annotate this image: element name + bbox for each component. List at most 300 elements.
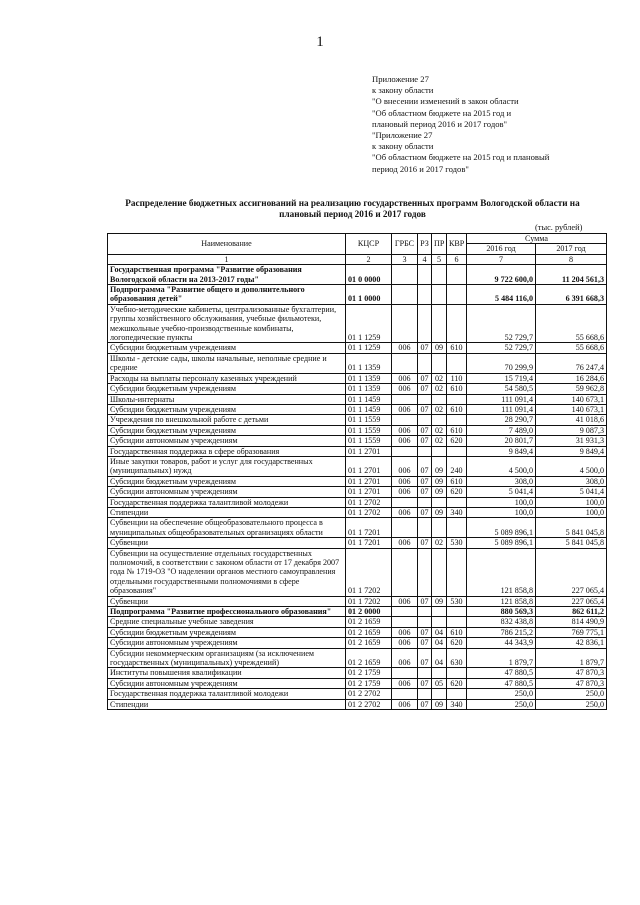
cell-pr	[432, 518, 447, 538]
cell-2017: 76 247,4	[536, 353, 607, 373]
cell-kcsr: 01 1 7202	[346, 548, 392, 596]
cell-name: Субвенции	[108, 596, 346, 606]
cell-pr	[432, 415, 447, 425]
cell-rz	[418, 518, 432, 538]
cell-2016: 308,0	[467, 476, 536, 486]
cell-pr: 09	[432, 507, 447, 517]
cell-grbs: 006	[392, 384, 418, 394]
column-index-cell: 6	[447, 254, 467, 264]
cell-2017: 100,0	[536, 507, 607, 517]
cell-grbs: 006	[392, 456, 418, 476]
cell-kvr	[447, 548, 467, 596]
cell-name: Субсидии бюджетным учреждениям	[108, 425, 346, 435]
cell-grbs	[392, 689, 418, 699]
cell-pr: 02	[432, 436, 447, 446]
cell-kcsr: 01 1 7201	[346, 538, 392, 548]
cell-2016: 44 343,9	[467, 638, 536, 648]
table-row	[108, 456, 607, 476]
cell-2017: 55 668,6	[536, 304, 607, 343]
cell-2016: 250,0	[467, 699, 536, 709]
cell-kvr: 630	[447, 648, 467, 668]
cell-rz	[418, 265, 432, 285]
cell-2017: 59 962,8	[536, 384, 607, 394]
cell-name: Государственная поддержка талантливой молодежи	[108, 689, 346, 699]
cell-2017: 100,0	[536, 497, 607, 507]
appendix-line: "О внесении изменений в закон области	[372, 96, 519, 107]
cell-grbs: 006	[392, 343, 418, 353]
cell-kvr	[447, 607, 467, 617]
cell-2017: 862 611,2	[536, 607, 607, 617]
cell-grbs: 006	[392, 627, 418, 637]
cell-name: Субсидии бюджетным учреждениям	[108, 384, 346, 394]
cell-kcsr: 01 1 2701	[346, 446, 392, 456]
cell-grbs	[392, 265, 418, 285]
cell-kcsr: 01 2 2702	[346, 699, 392, 709]
title-line-2: плановый период 2016 и 2017 годов	[279, 209, 426, 219]
cell-2017: 31 931,3	[536, 436, 607, 446]
cell-grbs	[392, 415, 418, 425]
cell-2016: 1 879,7	[467, 648, 536, 668]
cell-kcsr: 01 1 1459	[346, 394, 392, 404]
cell-2016: 70 299,9	[467, 353, 536, 373]
cell-kvr	[447, 304, 467, 343]
cell-grbs: 006	[392, 436, 418, 446]
cell-name: Учреждения по внешкольной работе с детьми	[108, 415, 346, 425]
cell-2017: 5 841 045,8	[536, 538, 607, 548]
cell-2017: 16 284,6	[536, 373, 607, 383]
table-row	[108, 538, 607, 548]
cell-pr: 09	[432, 456, 447, 476]
appendix-line: "Об областном бюджете на 2015 год и	[372, 107, 512, 118]
cell-kcsr: 01 1 2701	[346, 456, 392, 476]
table-row	[108, 638, 607, 648]
table-row	[108, 507, 607, 517]
table-row	[108, 373, 607, 383]
cell-name: Средние специальные учебные заведения	[108, 617, 346, 627]
cell-name: Субсидии некоммерческим организациям (за исключением государственных (муниципальных) учреждений)	[108, 648, 346, 668]
cell-rz: 07	[418, 507, 432, 517]
cell-rz: 07	[418, 476, 432, 486]
table-row	[108, 415, 607, 425]
cell-pr: 02	[432, 425, 447, 435]
cell-2017: 42 836,1	[536, 638, 607, 648]
cell-kvr	[447, 518, 467, 538]
cell-grbs: 006	[392, 373, 418, 383]
column-index-cell: 4	[418, 254, 432, 264]
cell-kcsr: 01 2 1659	[346, 638, 392, 648]
cell-name: Субсидии автономным учреждениям	[108, 436, 346, 446]
cell-name: Стипендии	[108, 507, 346, 517]
cell-kvr	[447, 415, 467, 425]
cell-rz	[418, 394, 432, 404]
cell-name: Субсидии бюджетным учреждениям	[108, 404, 346, 414]
table-row	[108, 689, 607, 699]
cell-grbs	[392, 285, 418, 305]
header-kcsr: КЦСР	[346, 234, 392, 255]
table-row	[108, 487, 607, 497]
table-row	[108, 384, 607, 394]
cell-name: Школы-интернаты	[108, 394, 346, 404]
cell-kvr: 620	[447, 487, 467, 497]
cell-2016: 100,0	[467, 497, 536, 507]
cell-pr: 09	[432, 699, 447, 709]
cell-rz: 07	[418, 648, 432, 668]
cell-2017: 140 673,1	[536, 394, 607, 404]
cell-rz: 07	[418, 384, 432, 394]
units-label: (тыс. рублей)	[535, 223, 583, 232]
cell-kcsr: 01 1 1459	[346, 404, 392, 414]
cell-grbs	[392, 607, 418, 617]
cell-name: Расходы на выплаты персоналу казенных учреждений	[108, 373, 346, 383]
cell-kcsr: 01 2 1659	[346, 617, 392, 627]
cell-rz: 07	[418, 699, 432, 709]
cell-pr	[432, 285, 447, 305]
column-index-cell: 2	[346, 254, 392, 264]
header-kvr: КВР	[447, 234, 467, 255]
cell-2017: 47 870,3	[536, 678, 607, 688]
cell-pr: 02	[432, 538, 447, 548]
cell-kcsr: 01 1 1559	[346, 415, 392, 425]
cell-kvr: 620	[447, 678, 467, 688]
cell-kvr: 620	[447, 436, 467, 446]
cell-grbs	[392, 394, 418, 404]
cell-2016: 9 849,4	[467, 446, 536, 456]
cell-name: Субвенции на обеспечение общеобразовательного процесса в муниципальных общеобразовательных организациях области	[108, 518, 346, 538]
table-row	[108, 548, 607, 596]
cell-kvr: 610	[447, 384, 467, 394]
appendix-line: период 2016 и 2017 годов"	[372, 163, 469, 174]
cell-grbs: 006	[392, 425, 418, 435]
cell-pr	[432, 394, 447, 404]
cell-name: Подпрограмма "Развитие общего и дополнительного образования детей"	[108, 285, 346, 305]
table-row	[108, 699, 607, 709]
table-row	[108, 343, 607, 353]
cell-2017: 308,0	[536, 476, 607, 486]
cell-2017: 9 849,4	[536, 446, 607, 456]
cell-name: Учебно-методические кабинеты, централизованные бухгалтерии, группы хозяйственного обслуживания, учебные фильмотеки, межшкольные учебно-производственные комбинаты, логопедические пункты	[108, 304, 346, 343]
appendix-line: "Приложение 27	[372, 130, 433, 141]
cell-grbs	[392, 353, 418, 373]
cell-kvr	[447, 497, 467, 507]
cell-kvr: 610	[447, 476, 467, 486]
cell-rz: 07	[418, 373, 432, 383]
cell-pr	[432, 446, 447, 456]
cell-grbs: 006	[392, 678, 418, 688]
appendix-line: к закону области	[372, 85, 434, 96]
column-index-cell: 7	[467, 254, 536, 264]
cell-2017: 769 775,1	[536, 627, 607, 637]
cell-name: Государственная поддержка в сфере образования	[108, 446, 346, 456]
cell-rz	[418, 497, 432, 507]
cell-rz: 07	[418, 596, 432, 606]
page-number: 1	[316, 34, 324, 50]
cell-grbs	[392, 548, 418, 596]
cell-pr: 04	[432, 627, 447, 637]
cell-2016: 54 580,5	[467, 384, 536, 394]
cell-name: Субсидии автономным учреждениям	[108, 678, 346, 688]
cell-name: Государственная программа "Развитие образования Вологодской области на 2013-2017 годы"	[108, 265, 346, 285]
cell-rz: 07	[418, 487, 432, 497]
cell-2016: 20 801,7	[467, 436, 536, 446]
cell-name: Субсидии бюджетным учреждениям	[108, 476, 346, 486]
cell-kvr	[447, 617, 467, 627]
cell-kvr	[447, 668, 467, 678]
cell-kcsr: 01 1 2702	[346, 497, 392, 507]
cell-pr	[432, 304, 447, 343]
table-row	[108, 607, 607, 617]
cell-pr: 02	[432, 384, 447, 394]
cell-2016: 52 729,7	[467, 343, 536, 353]
cell-name: Институты повышения квалификации	[108, 668, 346, 678]
table-header-row	[108, 234, 607, 244]
column-index-cell: 5	[432, 254, 447, 264]
cell-2017: 5 841 045,8	[536, 518, 607, 538]
cell-name: Стипендии	[108, 699, 346, 709]
cell-rz	[418, 607, 432, 617]
cell-kvr: 340	[447, 507, 467, 517]
cell-2017: 55 668,6	[536, 343, 607, 353]
cell-name: Субсидии автономным учреждениям	[108, 638, 346, 648]
cell-kvr	[447, 353, 467, 373]
cell-kvr	[447, 265, 467, 285]
cell-kvr	[447, 285, 467, 305]
cell-name: Иные закупки товаров, работ и услуг для государственных (муниципальных) нужд	[108, 456, 346, 476]
cell-2017: 1 879,7	[536, 648, 607, 668]
cell-kvr: 240	[447, 456, 467, 476]
table-row	[108, 648, 607, 668]
cell-pr: 09	[432, 487, 447, 497]
cell-rz	[418, 285, 432, 305]
cell-kvr: 530	[447, 538, 467, 548]
cell-name: Субсидии автономным учреждениям	[108, 487, 346, 497]
cell-kcsr: 01 2 1659	[346, 648, 392, 668]
cell-grbs: 006	[392, 596, 418, 606]
cell-2016: 47 880,5	[467, 668, 536, 678]
cell-2016: 5 041,4	[467, 487, 536, 497]
cell-rz	[418, 668, 432, 678]
table-row	[108, 497, 607, 507]
title-line-1: Распределение бюджетных ассигнований на реализацию государственных программ Вологодской области на	[125, 198, 580, 208]
cell-2016: 880 569,3	[467, 607, 536, 617]
cell-kcsr: 01 2 1759	[346, 678, 392, 688]
cell-rz: 07	[418, 343, 432, 353]
cell-pr: 04	[432, 638, 447, 648]
cell-2016: 111 091,4	[467, 404, 536, 414]
cell-2016: 5 089 896,1	[467, 518, 536, 538]
cell-2016: 7 489,0	[467, 425, 536, 435]
cell-pr	[432, 265, 447, 285]
table-row	[108, 425, 607, 435]
table-row	[108, 678, 607, 688]
table-row	[108, 518, 607, 538]
table-row	[108, 617, 607, 627]
cell-pr: 09	[432, 343, 447, 353]
cell-name: Субвенции на осуществление отдельных государственных полномочий, в соответствии с законом области от 17 декабря 2007 года № 1719-ОЗ "О наделении органов местного самоуправления отдельными государственными полномочиями в сфере образования"	[108, 548, 346, 596]
cell-grbs	[392, 668, 418, 678]
cell-kvr: 610	[447, 343, 467, 353]
cell-rz: 07	[418, 404, 432, 414]
cell-rz: 07	[418, 538, 432, 548]
cell-kcsr: 01 1 7201	[346, 518, 392, 538]
cell-kvr	[447, 689, 467, 699]
cell-2017: 4 500,0	[536, 456, 607, 476]
cell-2016: 5 089 896,1	[467, 538, 536, 548]
cell-rz	[418, 689, 432, 699]
cell-2016: 111 091,4	[467, 394, 536, 404]
cell-kcsr: 01 1 1359	[346, 384, 392, 394]
table-row	[108, 285, 607, 305]
cell-rz: 07	[418, 456, 432, 476]
cell-grbs	[392, 446, 418, 456]
cell-2017: 250,0	[536, 689, 607, 699]
cell-pr: 02	[432, 404, 447, 414]
cell-2016: 832 438,8	[467, 617, 536, 627]
cell-grbs: 006	[392, 404, 418, 414]
cell-name: Субсидии бюджетным учреждениям	[108, 343, 346, 353]
cell-rz: 07	[418, 638, 432, 648]
cell-pr: 04	[432, 648, 447, 668]
cell-2016: 52 729,7	[467, 304, 536, 343]
cell-2017: 140 673,1	[536, 404, 607, 414]
cell-pr	[432, 353, 447, 373]
cell-kvr: 610	[447, 425, 467, 435]
cell-kvr	[447, 446, 467, 456]
column-index-cell: 8	[536, 254, 607, 264]
cell-pr	[432, 689, 447, 699]
cell-kvr: 110	[447, 373, 467, 383]
cell-rz	[418, 548, 432, 596]
cell-kcsr: 01 1 2702	[346, 507, 392, 517]
cell-rz: 07	[418, 436, 432, 446]
cell-kcsr: 01 2 1759	[346, 668, 392, 678]
cell-grbs: 006	[392, 507, 418, 517]
cell-2016: 121 858,8	[467, 596, 536, 606]
cell-grbs	[392, 304, 418, 343]
cell-grbs: 006	[392, 538, 418, 548]
cell-rz	[418, 415, 432, 425]
cell-pr	[432, 617, 447, 627]
header-2016: 2016 год	[467, 244, 536, 254]
cell-rz: 07	[418, 678, 432, 688]
table-row	[108, 404, 607, 414]
cell-rz	[418, 446, 432, 456]
header-2017: 2017 год	[536, 244, 607, 254]
cell-name: Государственная поддержка талантливой молодежи	[108, 497, 346, 507]
cell-kvr: 340	[447, 699, 467, 709]
cell-2016: 4 500,0	[467, 456, 536, 476]
cell-kvr	[447, 394, 467, 404]
cell-grbs: 006	[392, 476, 418, 486]
column-index-cell: 1	[108, 254, 346, 264]
cell-grbs	[392, 518, 418, 538]
table-row	[108, 627, 607, 637]
header-sum: Сумма	[467, 234, 607, 244]
appendix-line: Приложение 27	[372, 74, 429, 84]
cell-rz	[418, 353, 432, 373]
document-title	[100, 198, 605, 220]
cell-kcsr: 01 1 2701	[346, 487, 392, 497]
cell-kcsr: 01 2 1659	[346, 627, 392, 637]
cell-pr: 02	[432, 373, 447, 383]
cell-2017: 41 018,6	[536, 415, 607, 425]
cell-2016: 786 215,2	[467, 627, 536, 637]
cell-pr: 05	[432, 678, 447, 688]
cell-kcsr: 01 1 2701	[346, 476, 392, 486]
appendix-line: "Об областном бюджете на 2015 год и плановый	[372, 152, 550, 163]
cell-grbs	[392, 617, 418, 627]
header-pr: ПР	[432, 234, 447, 255]
table-row	[108, 304, 607, 343]
table-row	[108, 596, 607, 606]
cell-2017: 250,0	[536, 699, 607, 709]
table-row	[108, 668, 607, 678]
cell-2017: 6 391 668,3	[536, 285, 607, 305]
cell-kvr: 610	[447, 627, 467, 637]
cell-kvr: 620	[447, 638, 467, 648]
cell-2017: 227 065,4	[536, 596, 607, 606]
cell-pr	[432, 497, 447, 507]
cell-kcsr: 01 1 1559	[346, 425, 392, 435]
cell-2017: 47 870,3	[536, 668, 607, 678]
appendix-line: к закону области	[372, 141, 434, 152]
cell-kcsr: 01 1 1359	[346, 373, 392, 383]
cell-pr	[432, 607, 447, 617]
cell-grbs: 006	[392, 699, 418, 709]
cell-grbs: 006	[392, 648, 418, 668]
cell-2016: 5 484 116,0	[467, 285, 536, 305]
cell-kcsr: 01 1 0000	[346, 285, 392, 305]
cell-rz: 07	[418, 627, 432, 637]
appendix-block	[372, 74, 634, 175]
cell-2016: 9 722 600,0	[467, 265, 536, 285]
cell-name: Субсидии бюджетным учреждениям	[108, 627, 346, 637]
cell-kcsr: 01 2 0000	[346, 607, 392, 617]
table-row	[108, 394, 607, 404]
header-name: Наименование	[108, 234, 346, 255]
table-row	[108, 353, 607, 373]
table-row	[108, 446, 607, 456]
cell-kcsr: 01 1 7202	[346, 596, 392, 606]
cell-2016: 28 290,7	[467, 415, 536, 425]
cell-kcsr: 01 1 1559	[346, 436, 392, 446]
cell-2016: 100,0	[467, 507, 536, 517]
cell-2016: 250,0	[467, 689, 536, 699]
cell-kvr: 610	[447, 404, 467, 414]
cell-name: Субвенции	[108, 538, 346, 548]
cell-pr: 09	[432, 476, 447, 486]
cell-pr	[432, 668, 447, 678]
cell-2017: 814 490,9	[536, 617, 607, 627]
cell-name: Школы - детские сады, школы начальные, неполные средние и средние	[108, 353, 346, 373]
table-row	[108, 265, 607, 285]
cell-grbs	[392, 497, 418, 507]
cell-2017: 5 041,4	[536, 487, 607, 497]
cell-kcsr: 01 2 2702	[346, 689, 392, 699]
table-row	[108, 476, 607, 486]
cell-2017: 227 065,4	[536, 548, 607, 596]
cell-kcsr: 01 1 1259	[346, 304, 392, 343]
cell-2017: 11 204 561,3	[536, 265, 607, 285]
cell-name: Подпрограмма "Развитие профессионального образования"	[108, 607, 346, 617]
header-grbs: ГРБС	[392, 234, 418, 255]
cell-grbs: 006	[392, 487, 418, 497]
table-row	[108, 436, 607, 446]
header-rz: РЗ	[418, 234, 432, 255]
cell-2016: 15 719,4	[467, 373, 536, 383]
cell-kcsr: 01 1 1259	[346, 343, 392, 353]
cell-kcsr: 01 0 0000	[346, 265, 392, 285]
column-index-row	[108, 254, 607, 264]
